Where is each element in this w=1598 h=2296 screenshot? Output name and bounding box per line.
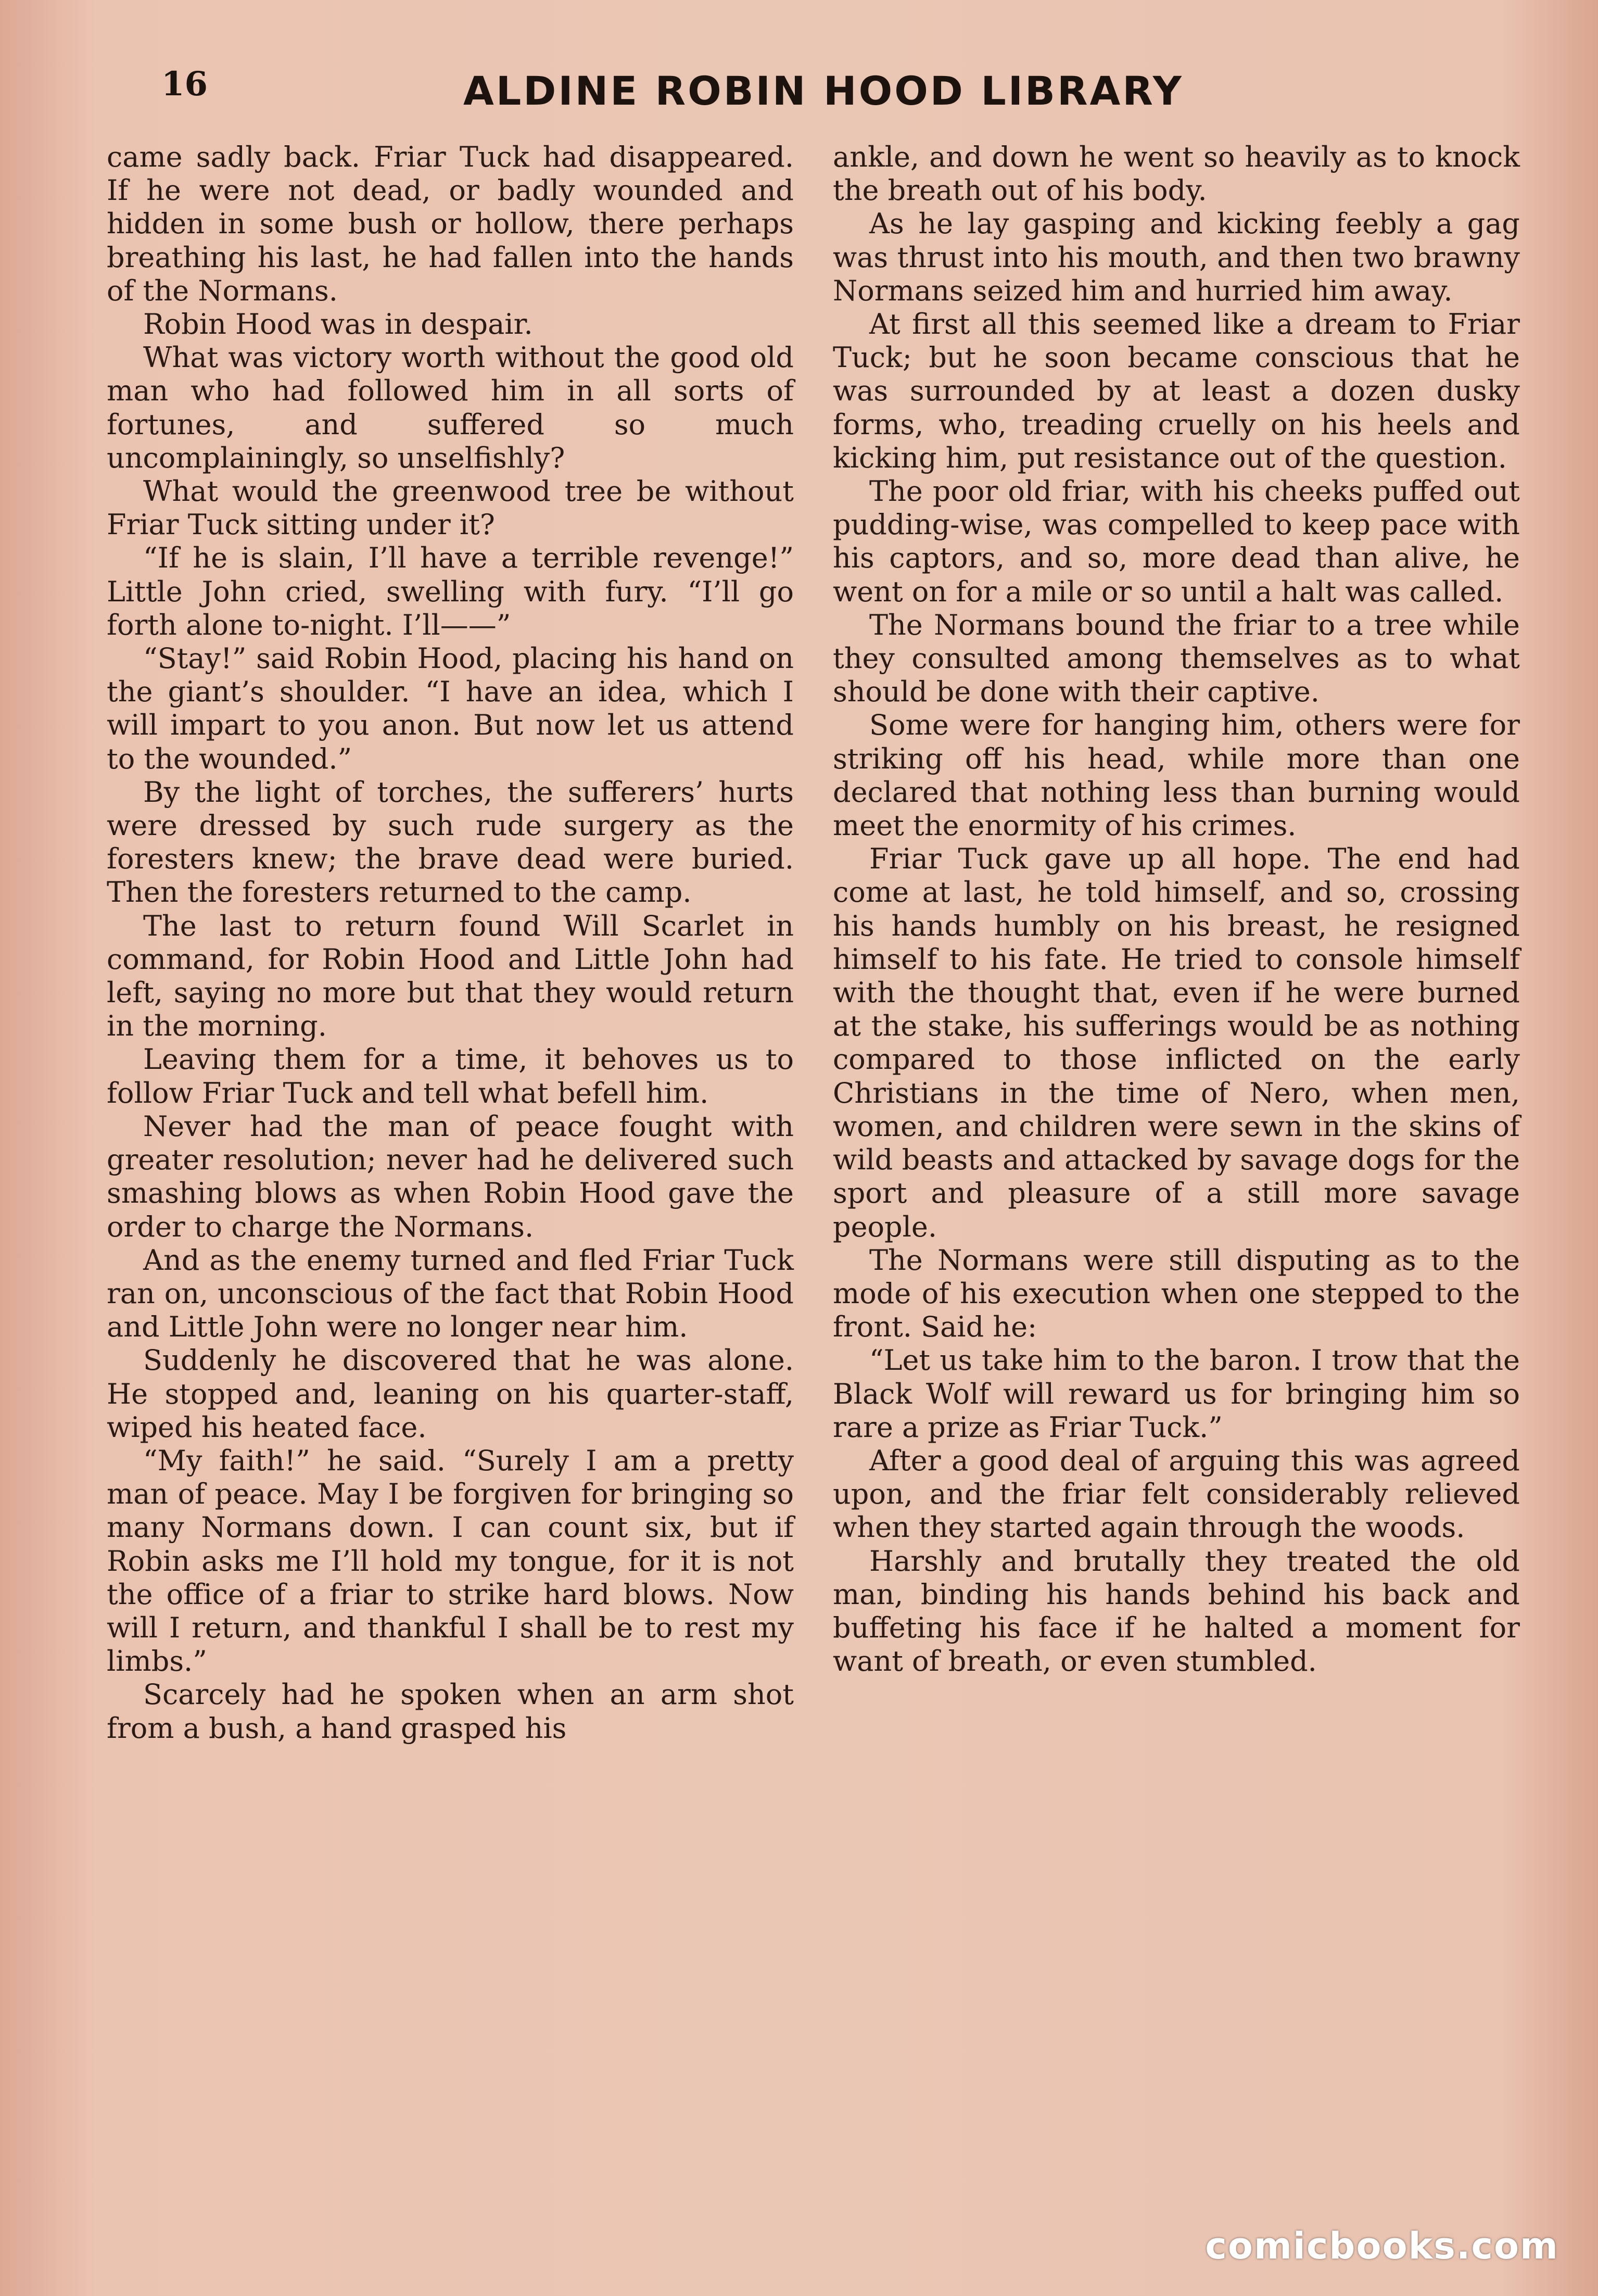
- running-title: ALDINE ROBIN HOOD LIBRARY: [463, 68, 1184, 114]
- paragraph: By the light of torches, the sufferers’ hurts were dressed by such rude surgery as the foresters knew; the brave dead were buried. Then the foresters returned to the camp.: [107, 775, 794, 909]
- paragraph: Never had the man of peace fought with greater resolution; never had he delivered such smashing blows as when Robin Hood gave the order to charge the Normans.: [107, 1109, 794, 1243]
- paragraph: “If he is slain, I’ll have a terrible revenge!” Little John cried, swelling with fury. “I’ll go forth alone to-night. I’ll——”: [107, 541, 794, 641]
- paragraph: Scarcely had he spoken when an arm shot from a bush, a hand grasped his: [107, 1678, 794, 1745]
- paragraph: What was victory worth without the good old man who had followed him in all sorts of fortunes, and suffered so much uncomplainingly, so unselfishly?: [107, 341, 794, 474]
- left-text-column: [107, 141, 794, 1745]
- paragraph: Harshly and brutally they treated the old man, binding his hands behind his back and buffeting his face if he halted a moment for want of breath, or even stumbled.: [833, 1544, 1520, 1678]
- paragraph: What would the greenwood tree be without Friar Tuck sitting under it?: [107, 475, 794, 541]
- paragraph: “Stay!” said Robin Hood, placing his hand on the giant’s shoulder. “I have an idea, which I will impart to you anon. But now let us attend to the wounded.”: [107, 642, 794, 775]
- paragraph: ankle, and down he went so heavily as to knock the breath out of his body.: [833, 141, 1520, 207]
- paragraph: And as the enemy turned and fled Friar Tuck ran on, unconscious of the fact that Robin Hood and Little John were no longer near him.: [107, 1243, 794, 1344]
- site-watermark: comicbooks.com: [1205, 2225, 1559, 2267]
- paragraph: The last to return found Will Scarlet in command, for Robin Hood and Little John had left, saying no more but that they would return in the morning.: [107, 909, 794, 1043]
- paragraph: Some were for hanging him, others were for striking off his head, while more than one declared that nothing less than burning would meet the enormity of his crimes.: [833, 709, 1520, 842]
- page-number: 16: [161, 65, 208, 104]
- paragraph: At first all this seemed like a dream to Friar Tuck; but he soon became conscious that he was surrounded by at least a dozen dusky forms, who, treading cruelly on his heels and kicking him, put resistance out of the question.: [833, 308, 1520, 474]
- paragraph: “My faith!” he said. “Surely I am a pretty man of peace. May I be forgiven for bringing so many Normans down. I can count six, but if Robin asks me I’ll hold my tongue, for it is not the office of a friar to strike hard blows. Now will I return, and thankful I shall be to rest my limbs.”: [107, 1444, 794, 1678]
- paragraph: “Let us take him to the baron. I trow that the Black Wolf will reward us for bringing him so rare a prize as Friar Tuck.”: [833, 1344, 1520, 1444]
- paragraph: Friar Tuck gave up all hope. The end had come at last, he told himself, and so, crossing his hands humbly on his breast, he resigned himself to his fate. He tried to console himself with the thought that, even if he were burned at the stake, his sufferings would be as nothing compared to those inflicted on the early Christians in the time of Nero, when men, women, and children were sewn in the skins of wild beasts and attacked by savage dogs for the sport and pleasure of a still more savage people.: [833, 842, 1520, 1243]
- paragraph: The Normans were still disputing as to the mode of his execution when one stepped to the front. Said he:: [833, 1243, 1520, 1344]
- paragraph: After a good deal of arguing this was agreed upon, and the friar felt considerably relieved when they started again through the woods.: [833, 1444, 1520, 1544]
- paragraph: Leaving them for a time, it behoves us to follow Friar Tuck and tell what befell him.: [107, 1043, 794, 1109]
- paragraph: Robin Hood was in despair.: [143, 308, 533, 341]
- paragraph: came sadly back. Friar Tuck had disappeared. If he were not dead, or badly wounded and hidden in some bush or hollow, there perhaps breathing his last, he had fallen into the hands of the Normans.: [107, 141, 794, 307]
- paragraph: As he lay gasping and kicking feebly a gag was thrust into his mouth, and then two brawny Normans seized him and hurried him away.: [833, 207, 1520, 307]
- paragraph: The poor old friar, with his cheeks puffed out pudding-wise, was compelled to keep pace with his captors, and so, more dead than alive, he went on for a mile or so until a halt was called.: [833, 475, 1520, 608]
- paragraph: The Normans bound the friar to a tree while they consulted among themselves as to what should be done with their captive.: [833, 608, 1520, 709]
- page-header: [104, 61, 1494, 119]
- right-text-column: [833, 141, 1520, 1678]
- paragraph: Suddenly he discovered that he was alone. He stopped and, leaning on his quarter-staff, wiped his heated face.: [107, 1344, 794, 1444]
